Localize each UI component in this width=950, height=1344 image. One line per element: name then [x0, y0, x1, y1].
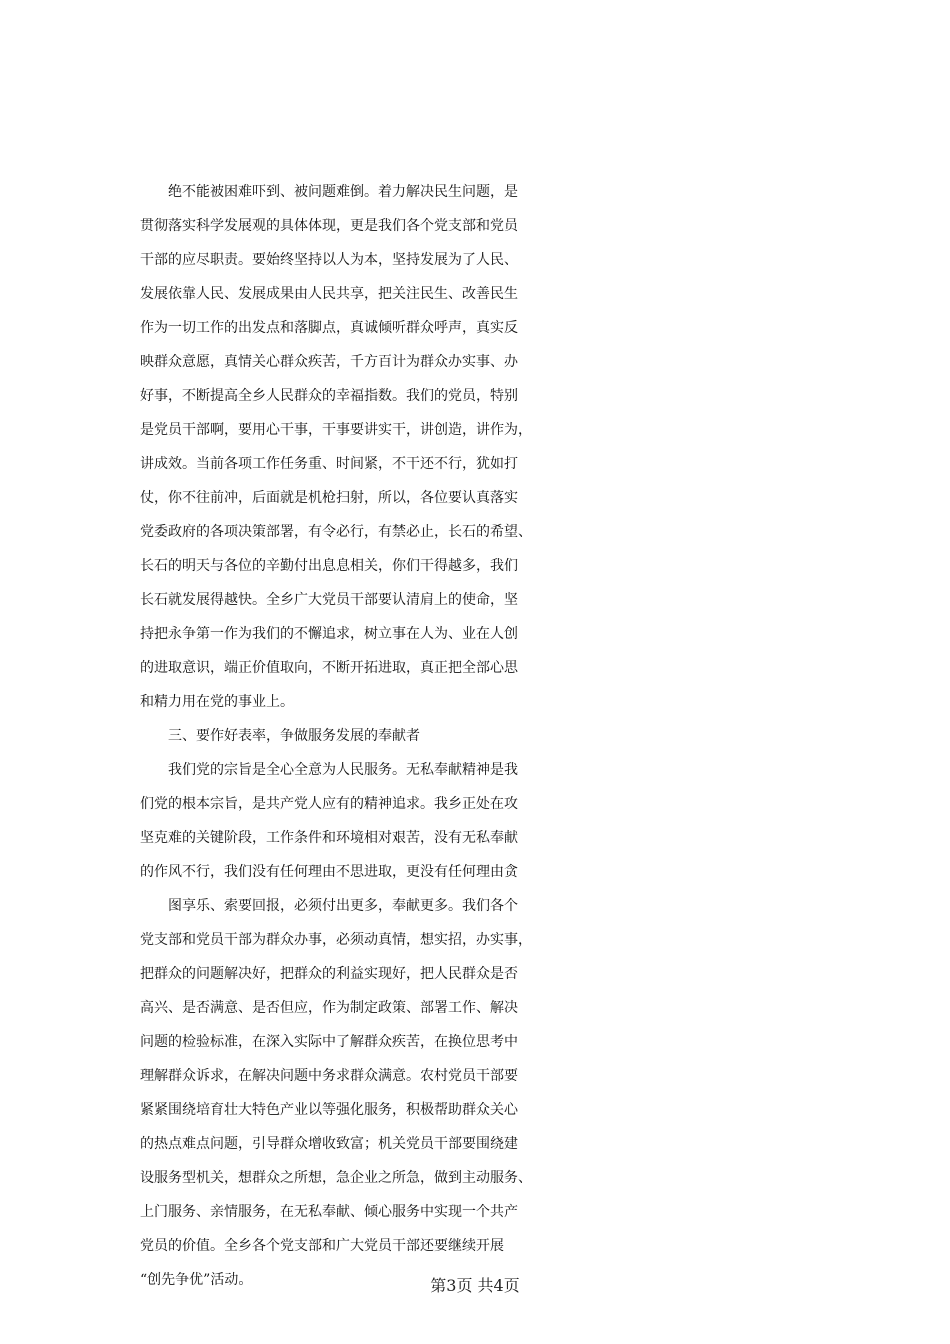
text-line: “创先争优”活动。	[140, 1272, 253, 1288]
document-body	[140, 175, 840, 1297]
text-line: 三、要作好表率，争做服务发展的奉献者	[140, 728, 420, 744]
text-line: 仗，你不往前冲，后面就是机枪扫射，所以，各位要认真落实	[140, 490, 518, 506]
text-line: 持把永争第一作为我们的不懈追求，树立事在人为、业在人创	[140, 626, 518, 642]
text-line: 党支部和党员干部为群众办事，必须动真情，想实招，办实事，	[140, 932, 532, 948]
text-line: 作为一切工作的出发点和落脚点，真诚倾听群众呼声，真实反	[140, 320, 518, 336]
text-line: 我们党的宗旨是全心全意为人民服务。无私奉献精神是我	[140, 762, 518, 778]
text-line: 长石的明天与各位的辛勤付出息息相关，你们干得越多，我们	[140, 558, 518, 574]
text-line: 好事，不断提高全乡人民群众的幸福指数。我们的党员，特别	[140, 388, 518, 404]
text-line: 映群众意愿，真情关心群众疾苦，千方百计为群众办实事、办	[140, 354, 518, 370]
text-line: 图享乐、索要回报，必须付出更多，奉献更多。我们各个	[140, 898, 518, 914]
text-line: 把群众的问题解决好，把群众的利益实现好，把人民群众是否	[140, 966, 518, 982]
text-line: 和精力用在党的事业上。	[140, 694, 294, 710]
text-line: 上门服务、亲情服务，在无私奉献、倾心服务中实现一个共产	[140, 1204, 518, 1220]
text-line: 贯彻落实科学发展观的具体体现，更是我们各个党支部和党员	[140, 218, 518, 234]
text-line: 的进取意识，端正价值取向，不断开拓进取，真正把全部心思	[140, 660, 518, 676]
text-line: 干部的应尽职责。要始终坚持以人为本，坚持发展为了人民、	[140, 252, 518, 268]
text-line: 紧紧围绕培育壮大特色产业以等强化服务，积极帮助群众关心	[140, 1102, 518, 1118]
text-line: 设服务型机关，想群众之所想，急企业之所急，做到主动服务、	[140, 1170, 532, 1186]
text-line: 长石就发展得越快。全乡广大党员干部要认清肩上的使命，坚	[140, 592, 518, 608]
text-line: 的热点难点问题，引导群众增收致富；机关党员干部要围绕建	[140, 1136, 518, 1152]
text-line: 是党员干部啊，要用心干事，干事要讲实干，讲创造，讲作为，	[140, 422, 532, 438]
text-line: 理解群众诉求，在解决问题中务求群众满意。农村党员干部要	[140, 1068, 518, 1084]
text-line: 发展依靠人民、发展成果由人民共享，把关注民生、改善民生	[140, 286, 518, 302]
text-line: 绝不能被困难吓到、被问题难倒。着力解决民生问题，是	[140, 184, 518, 200]
text-line: 党员的价值。全乡各个党支部和广大党员干部还要继续开展	[140, 1238, 504, 1254]
text-line: 们党的根本宗旨，是共产党人应有的精神追求。我乡正处在攻	[140, 796, 518, 812]
page-footer: 第3页 共4页	[430, 1276, 520, 1295]
text-line: 的作风不行，我们没有任何理由不思进取，更没有任何理由贪	[140, 864, 518, 880]
text-line: 问题的检验标准，在深入实际中了解群众疾苦，在换位思考中	[140, 1034, 518, 1050]
text-line: 讲成效。当前各项工作任务重、时间紧，不干还不行，犹如打	[140, 456, 518, 472]
text-line: 党委政府的各项决策部署，有令必行，有禁必止，长石的希望、	[140, 524, 532, 540]
text-line: 坚克难的关键阶段，工作条件和环境相对艰苦，没有无私奉献	[140, 830, 518, 846]
text-line: 高兴、是否满意、是否但应，作为制定政策、部署工作、解决	[140, 1000, 518, 1016]
